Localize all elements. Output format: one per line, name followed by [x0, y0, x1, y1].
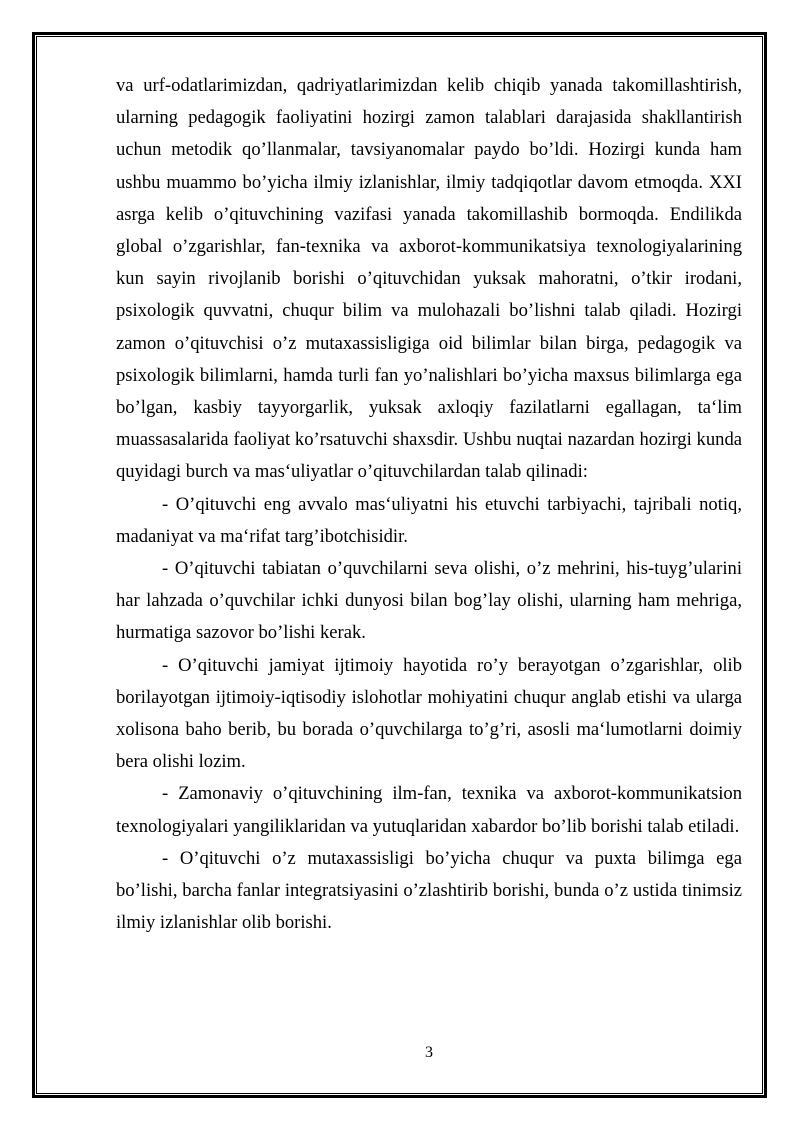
paragraph-item-4: - Zamonaviy o’qituvchining ilm-fan, texnika va axborot-kommunikatsion texnologiyalari yangiliklaridan va yutuqlaridan xabardor bo’lib borishi talab etiladi.	[116, 783, 742, 837]
document-body	[116, 70, 742, 939]
paragraph-item-1: - O’qituvchi eng avvalo mas‘uliyatni his etuvchi tarbiyachi, tajribali notiq, madaniyat va ma‘rifat targ’ibotchisidir.	[116, 493, 742, 547]
page-number: 3	[425, 1044, 433, 1061]
paragraph-intro: va urf-odatlarimizdan, qadriyatlarimizdan kelib chiqib yanada takomillashtirish, ularning pedagogik faoliyatini hozirgi zamon talablari darajasida shakllantirish uchun metodik qo’llanmalar, tavsiyanomalar paydo bo’ldi. Hozirgi kunda ham ushbu muammo bo’yicha ilmiy izlanishlar, ilmiy tadqiqotlar davom etmoqda. XXI asrga kelib o’qituvchining vazifasi yanada takomillashib bormoqda. Endilikda global o’zgarishlar, fan-texnika va axborot-kommunikatsiya texnologiyalarining kun sayin rivojlanib borishi o’qituvchidan yuksak mahoratni, o’tkir irodani, psixologik quvvatni, chuqur bilim va mulohazali bo’lishni talab qiladi. Hozirgi zamon o’qituvchisi o’z mutaxassisligiga oid bilimlar bilan birga, pedagogik va psixologik bilimlarni, hamda turli fan yo’nalishlari bo’yicha maxsus bilimlarga ega bo’lgan, kasbiy tayyorgarlik, yuksak axloqiy fazilatlarni egallagan, ta‘lim muassasalarida faoliyat ko’rsatuvchi shaxsdir. Ushbu nuqtai nazardan hozirgi kunda quyidagi burch va mas‘uliyatlar o’qituvchilardan talab qilinadi:	[116, 75, 742, 483]
paragraph-item-5: - O’qituvchi o’z mutaxassisligi bo’yicha chuqur va puxta bilimga ega bo’lishi, barcha fanlar integratsiyasini o’zlashtirib borishi, bunda o’z ustida tinimsiz ilmiy izlanishlar olib borishi.	[116, 847, 742, 934]
paragraph-item-3: - O’qituvchi jamiyat ijtimoiy hayotida ro’y berayotgan o’zgarishlar, olib borilayotgan ijtimoiy-iqtisodiy islohotlar mohiyatini chuqur anglab etishi va ularga xolisona baho berib, bu borada o’quvchilarga to’g’ri, asosli ma‘lumotlarni doimiy bera olishi lozim.	[116, 654, 742, 773]
paragraph-item-2: - O’qituvchi tabiatan o’quvchilarni seva olishi, o’z mehrini, his-tuyg’ularini har lahzada o’quvchilar ichki dunyosi bilan bog’lay olishi, ularning ham mehriga, hurmatiga sazovor bo’lishi kerak.	[116, 558, 742, 644]
